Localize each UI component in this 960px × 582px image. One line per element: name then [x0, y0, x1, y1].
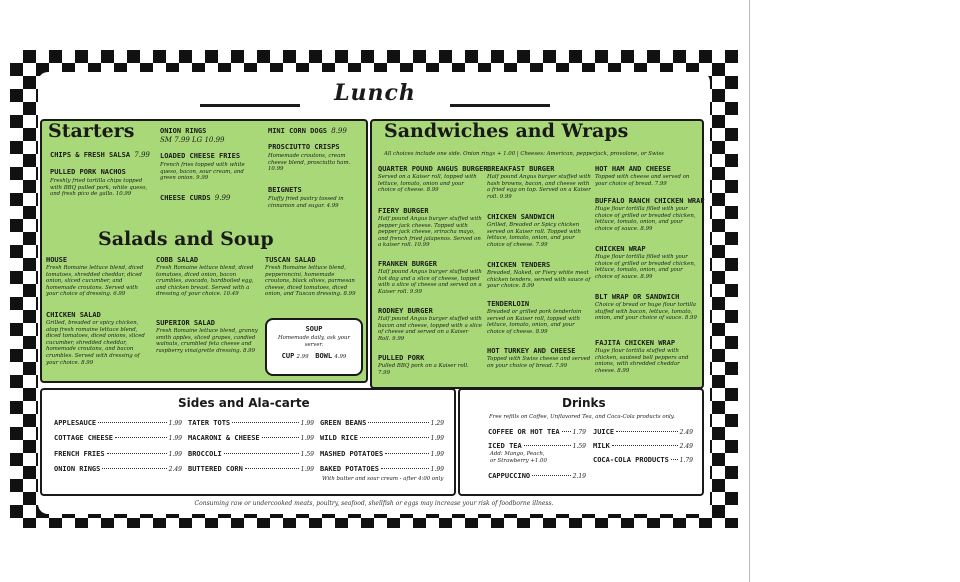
soup-box [265, 318, 363, 376]
sandwich-item: BREAKFAST BURGER [487, 165, 555, 173]
sandwich-item: CHICKEN TENDERS [487, 261, 551, 269]
salad-item: HOUSE [46, 256, 68, 264]
iced-tea-note: Add: Mango, Peach, or Strawberry +1.00 [490, 451, 547, 464]
title-banner [300, 80, 450, 104]
sandwich-item: BUFFALO RANCH CHICKEN WRAP [595, 197, 705, 205]
sandwich-item: HOT TURKEY AND CHEESE [487, 347, 576, 355]
sandwich-desc: Huge flour tortilla filled with your choice of grilled or breaded chicken, lettuce, tomato, onion, and your choice of sauce. 8.99 [595, 254, 696, 280]
sandwich-item: FIERY BURGER [378, 207, 429, 215]
sandwich-desc: Topped with Swiss cheese and served on your choice of bread. 7.99 [487, 356, 591, 369]
starter-desc: Fluffy fried pastry tossed in cinnamon and sugar. 4.99 [268, 196, 344, 209]
food-safety-notice: Consuming raw or undercooked meats, poultry, seafood, shellfish or eggs may increase your risk of foodborne illness. [194, 500, 554, 507]
sandwich-desc: Breaded or grilled pork tenderloin served on Kaiser roll, topped with lettuce, tomato, onion, and your choice of cheese. 8.99 [487, 309, 582, 335]
side-row: BROCCOLI 1.59 [188, 450, 314, 458]
salad-desc: Fresh Romaine lettuce blend, granny smith apples, sliced grapes, candied walnuts, crumbled feta cheese and raspberry vinaigrette dressing. 8.99 [156, 328, 258, 354]
salad-item: SUPERIOR SALAD [156, 319, 216, 327]
side-row: APPLESAUCE 1.99 [54, 419, 182, 427]
side-row: TATER TOTS 1.99 [188, 419, 314, 427]
sandwich-desc: Grilled, Breaded or Spicy chicken served on Kaiser roll. Topped with lettuce, tomato, onion, and your choice of cheese. 7.99 [487, 222, 581, 248]
sandwiches-heading: Sandwiches and Wraps [384, 120, 629, 142]
cup-label: CUP [281, 352, 295, 361]
salad-desc: Fresh Romaine lettuce blend, diced tomatoes, shredded cheddar, diced onion, sliced cucumber, and homemade croutons. Served with your choice of dressing. 6.99 [46, 265, 144, 298]
sandwich-item: PULLED PORK [378, 354, 425, 362]
side-row: WILD RICE 1.99 [320, 434, 444, 442]
drink-row: ICED TEA 1.59 [488, 442, 586, 450]
sandwich-desc: Huge flour tortilla stuffed with chicken, sauteed bell peppers and onions, with shredded cheddar cheese. 8.99 [595, 348, 689, 374]
sandwich-item: HOT HAM AND CHEESE [595, 165, 671, 173]
sandwich-desc: Half pound Angus burger stuffed with hash browns, bacon, and cheese with a fried egg on top. Served on a Kaiser roll. 9.99 [487, 174, 591, 200]
sandwich-item: CHICKEN SANDWICH [487, 213, 555, 221]
salad-item: CHICKEN SALAD [46, 311, 101, 319]
drink-row: COFFEE OR HOT TEA 1.79 [488, 428, 586, 436]
sandwich-item: FRANKEN BURGER [378, 260, 438, 268]
salad-item: TUSCAN SALAD [265, 256, 316, 264]
sandwich-item: CHICKEN WRAP [595, 245, 646, 253]
bowl-price: 4.99 [334, 354, 347, 361]
baked-potato-note: With butter and sour cream - after 4:00 only [322, 476, 444, 482]
sandwich-desc: Huge flour tortilla filled with your choice of grilled or breaded chicken, lettuce, tomato, onion, and your choice of sauce. 8.99 [595, 206, 696, 232]
starters-heading: Starters [48, 120, 135, 142]
starter-item: CHIPS & FRESH SALSA 7.99 [50, 151, 150, 159]
side-row: COTTAGE CHEESE 1.99 [54, 434, 182, 442]
starter-item: ONION RINGS [160, 127, 207, 135]
sandwiches-subheading: All choices include one side. Onion rings + 1.00 | Cheeses: American, pepperjack, provolone, or Swiss [384, 151, 664, 157]
sides-heading: Sides and Ala-carte [178, 396, 310, 410]
starter-desc: Freshly fried tortilla chips topped with BBQ pulled pork, white queso, and fresh pico de gallo. 10.99 [50, 178, 148, 198]
side-row: ONION RINGS 2.49 [54, 465, 182, 473]
sandwich-item: BLT WRAP OR SANDWICH [595, 293, 680, 301]
sandwich-item: TENDERLOIN [487, 300, 530, 308]
sandwich-desc: Served on a Kaiser roll, topped with lettuce, tomato, onion and your choice of cheese. 8.99 [378, 174, 477, 194]
starter-item: CHEESE CURDS 9.99 [160, 194, 231, 202]
drink-row: CAPPUCCINO 2.19 [488, 472, 586, 480]
page-edge-rule [749, 0, 750, 582]
sandwich-desc: Topped with cheese and served on your choice of bread. 7.99 [595, 174, 690, 187]
drinks-subheading: Free refills on Coffee, Unflavored Tea, and Coca-Cola products only. [489, 414, 675, 420]
starter-item: LOADED CHEESE FRIES [160, 152, 241, 160]
sandwich-item: RODNEY BURGER [378, 307, 433, 315]
salad-desc: Fresh Romaine lettuce blend, pepperoncini, homemade croutons, black olives, parmesan cheese, diced tomatoes, diced onion, and Tuscan dressing. 8.99 [265, 265, 356, 298]
drink-row: JUICE 2.49 [593, 428, 693, 436]
starter-item: PULLED PORK NACHOS [50, 168, 126, 176]
cup-price: 2.99 [296, 354, 309, 361]
title-rule-left [200, 104, 300, 107]
sandwich-item: FAJITA CHICKEN WRAP [595, 339, 676, 347]
starter-item: BEIGNETS [268, 186, 302, 194]
side-row: GREEN BEANS 1.29 [320, 419, 444, 427]
sandwich-desc: Pulled BBQ pork on a Kaiser roll. 7.99 [378, 363, 469, 376]
sandwich-item: QUARTER POUND ANGUS BURGER [378, 165, 488, 173]
side-row: BAKED POTATOES 1.99 [320, 465, 444, 473]
drink-row: MILK 2.49 [593, 442, 693, 450]
salad-item: COBB SALAD [156, 256, 199, 264]
salad-desc: Fresh Romaine lettuce blend, diced tomatoes, diced onion, bacon crumbles, avocado, hardboiled egg, and chicken breast. Served with a dressing of your choice. 10.49 [156, 265, 254, 298]
soup-desc: Homemade daily, ask your server. [277, 335, 351, 348]
sandwich-desc: Breaded, Naked, or Fiery white meat chicken tenders, served with sauce of your choice. 8.99 [487, 270, 591, 290]
starter-item: MINI CORN DOGS 8.99 [268, 127, 347, 135]
side-row: BUTTERED CORN 1.99 [188, 465, 314, 473]
side-row: FRENCH FRIES 1.99 [54, 450, 182, 458]
starter-item: PROSCIUTTO CRISPS [268, 143, 340, 151]
side-row: MASHED POTATOES 1.99 [320, 450, 444, 458]
starter-desc: French fries topped with white queso, bacon, sour cream, and green onion. 9.99 [160, 162, 245, 182]
soup-title: SOUP [305, 325, 323, 333]
bowl-label: BOWL [315, 352, 333, 361]
sandwich-desc: Half pound Angus burger stuffed with pepper jack cheese. Topped with pepper jack cheese, sriracha mayo, and french fried jalapenos. Served on a kaiser roll. 10.99 [378, 216, 482, 249]
salads-heading: Salads and Soup [98, 228, 274, 250]
soup-prices [267, 352, 361, 361]
drinks-heading: Drinks [562, 396, 606, 410]
sandwich-desc: Choice of bread or huge flour tortilla stuffed with bacon, lettuce, tomato, onion, and your choice of sauce. 8.99 [595, 302, 697, 322]
starter-desc: Homemade croutons, cream cheese blend, prosciutto ham. 10.99 [268, 153, 351, 173]
starter-price: SM 7.99 LG 10.99 [160, 136, 225, 144]
title-rule-right [450, 104, 550, 107]
sandwich-desc: Half pound Angus burger stuffed with hot dog and a slice of cheese, topped with a slice of cheese and served on a Kaiser roll. 9.99 [378, 269, 482, 295]
menu-title: Lunch [334, 80, 416, 106]
salad-desc: Grilled, breaded or spicy chicken, atop fresh romaine lettuce blend, diced tomatoes, diced onions, sliced cucumber, shredded cheddar, homemade croutons, and bacon crumbles. Served with dressing of your choice. 8.99 [46, 320, 145, 366]
sandwich-desc: Half pound Angus burger stuffed with bacon and cheese, topped with a slice of cheese and served on a Kaiser Roll. 9.99 [378, 316, 482, 342]
drink-row: COCA-COLA PRODUCTS 1.79 [593, 456, 693, 464]
side-row: MACARONI & CHEESE 1.99 [188, 434, 314, 442]
